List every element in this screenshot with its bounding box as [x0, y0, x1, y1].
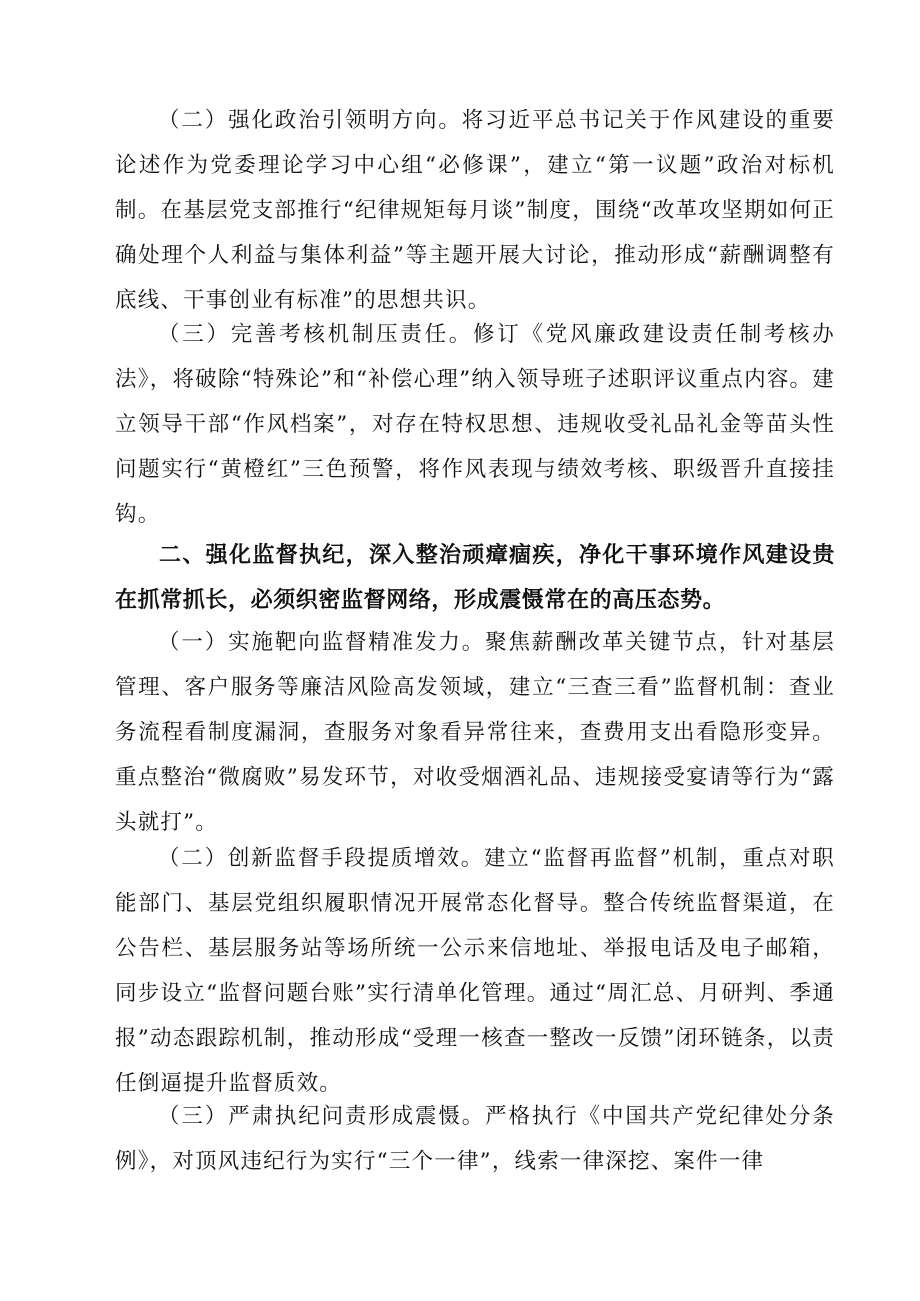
- body-paragraph: [115, 98, 835, 323]
- section-heading: [115, 533, 835, 623]
- paragraph-text: （三）严肃执纪问责形成震慑。严格执行《中国共产党纪律处分条例》，对顶风违纪行为实行“三个一律”，线索一律深挖、案件一律: [115, 1104, 835, 1174]
- paragraph-text: （三）完善考核机制压责任。修订《党风廉政建设责任制考核办法》，将破除“特殊论”和“补偿心理”纳入领导班子述职评议重点内容。建立领导干部“作风档案”，对存在特权思想、违规收受礼品礼金等苗头性问题实行“黄橙红”三色预警，将作风表现与绩效考核、职级晋升直接挂钩。: [115, 322, 835, 527]
- body-paragraph: [115, 836, 835, 1106]
- body-paragraph: [115, 312, 835, 537]
- body-paragraph: [115, 620, 835, 845]
- paragraph-text: （一）实施靶向监督精准发力。聚焦薪酬改革关键节点，针对基层管理、客户服务等廉洁风险高发领域，建立“三查三看”监督机制：查业务流程看制度漏洞，查服务对象看异常往来，查费用支出看隐形变异。重点整治“微腐败”易发环节，对收受烟酒礼品、违规接受宴请等行为“露头就打”。: [115, 630, 835, 835]
- body-paragraph: [115, 1094, 835, 1184]
- paragraph-text: （二）创新监督手段提质增效。建立“监督再监督”机制，重点对职能部门、基层党组织履职情况开展常态化督导。整合传统监督渠道，在公告栏、基层服务站等场所统一公示来信地址、举报电话及电子邮箱，同步设立“监督问题台账”实行清单化管理。通过“周汇总、月研判、季通报”动态跟踪机制，推动形成“受理一核查一整改一反馈”闭环链条，以责任倒逼提升监督质效。: [115, 846, 835, 1096]
- heading-text: 二、强化监督执纪，深入整治顽瘴痼疾，净化干事环境作风建设贵在抓常抓长，必须织密监督网络，形成震慑常在的高压态势。: [115, 543, 835, 613]
- paragraph-text: （二）强化政治引领明方向。将习近平总书记关于作风建设的重要论述作为党委理论学习中心组“必修课”，建立“第一议题”政治对标机制。在基层党支部推行“纪律规矩每月谈”制度，围绕“改革攻坚期如何正确处理个人利益与集体利益”等主题开展大讨论，推动形成“薪酬调整有底线、干事创业有标准”的思想共识。: [115, 108, 835, 313]
